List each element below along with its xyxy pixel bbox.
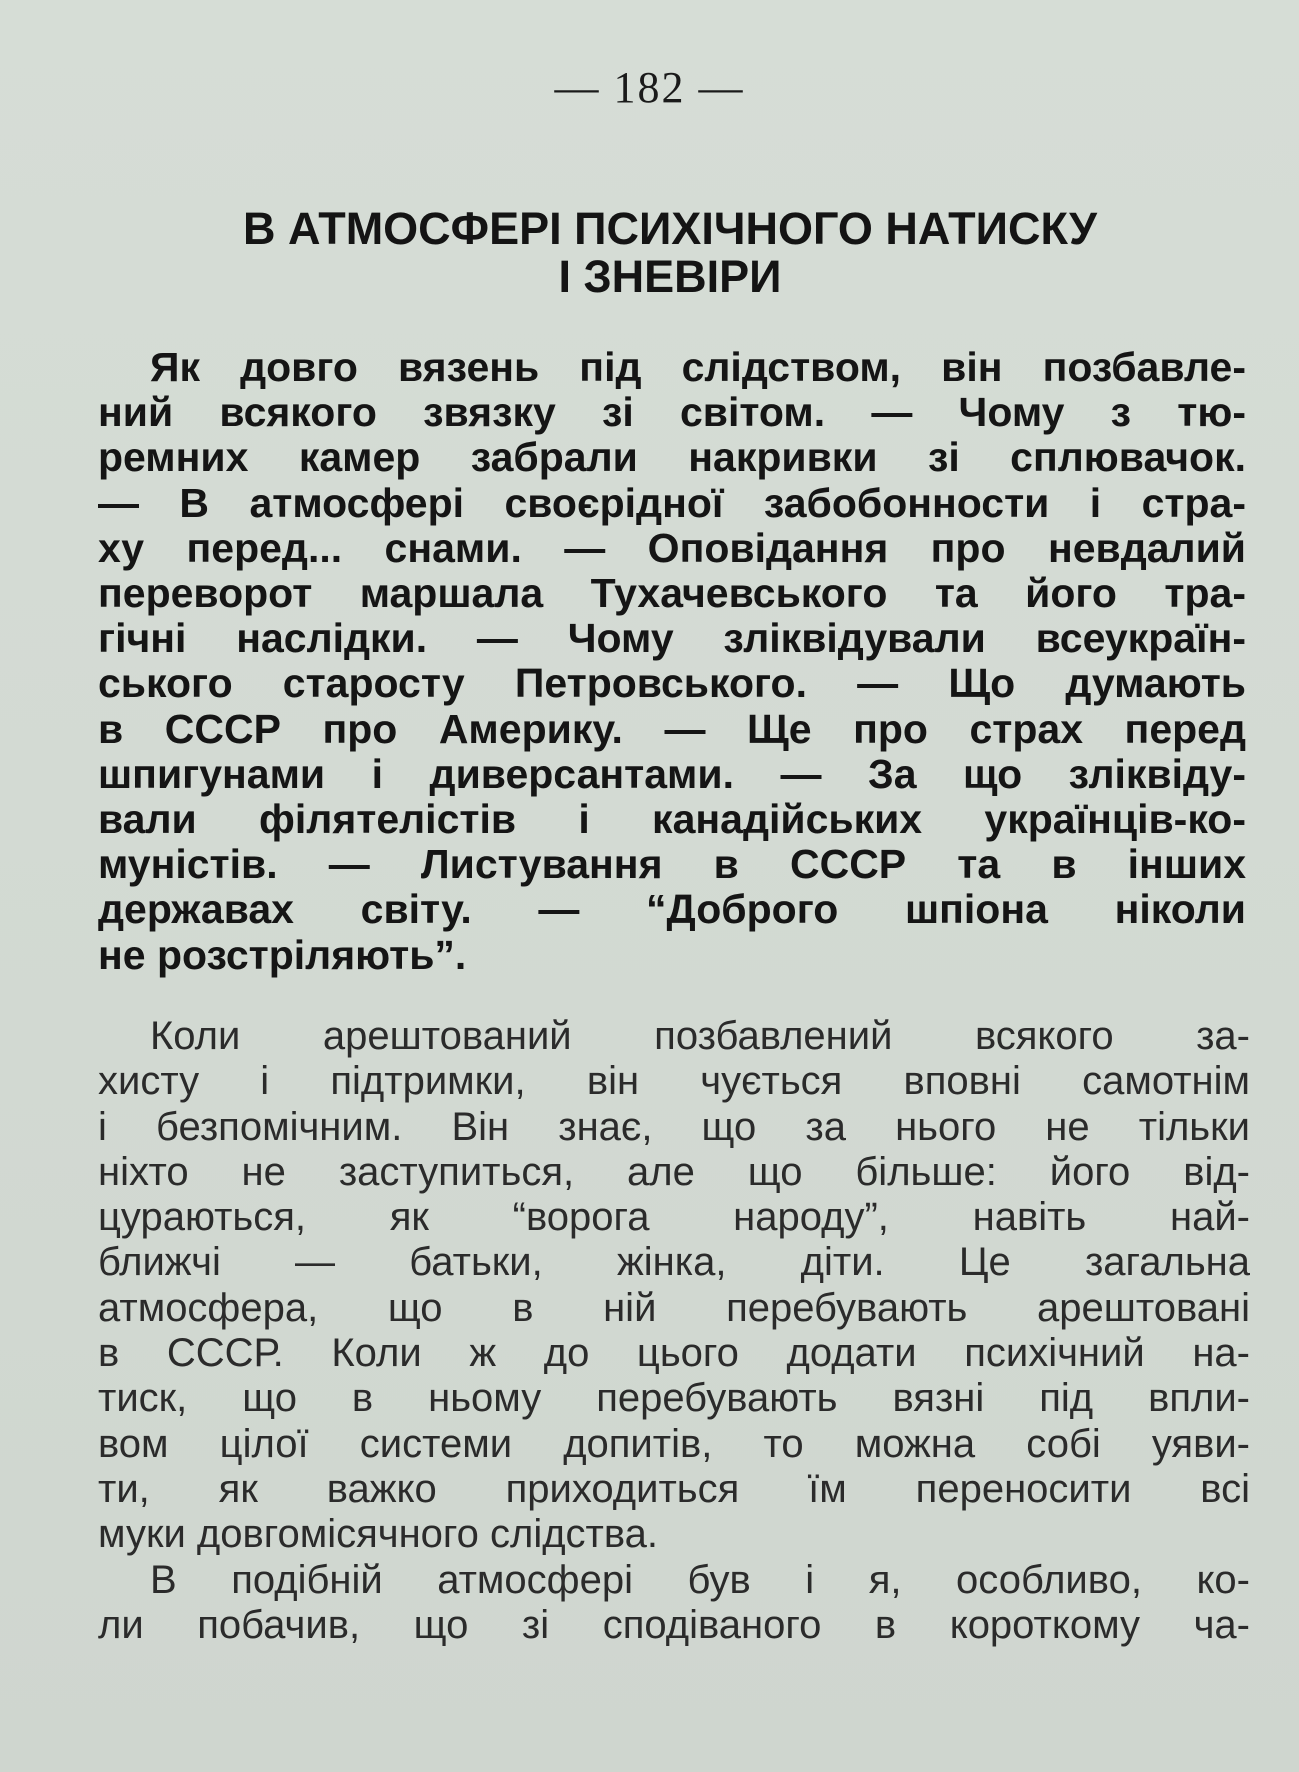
paragraph-line: Коли арештований позбавлений всякого за-: [150, 1014, 1250, 1058]
summary-line: муністів. — Листування в СССР та в інших: [98, 841, 1246, 888]
summary-line: державах світу. — “Доброго шпіона ніколи: [98, 886, 1246, 933]
page-number: — 182 —: [554, 63, 745, 112]
summary-line: гічні наслідки. — Чому зліквідували всеукраїн-: [98, 615, 1246, 662]
chapter-summary: [98, 345, 1246, 978]
paragraph-line: хисту і підтримки, він чується вповні самотнім: [98, 1059, 1250, 1104]
summary-line: ху перед... снами. — Оповідання про невдалий: [98, 524, 1246, 571]
paragraph-line: і безпомічним. Він знає, що за нього не тільки: [98, 1104, 1250, 1149]
paragraph-line: в СССР. Коли ж до цього додати психічний на-: [98, 1331, 1250, 1376]
paragraph-line: ніхто не заступиться, але що більше: його від-: [98, 1149, 1250, 1194]
chapter-title-line: І ЗНЕВІРИ: [558, 251, 782, 302]
paragraph: [98, 1558, 1250, 1649]
chapter-title: [100, 205, 1240, 301]
summary-line: ського старосту Петровського. — Що думають: [98, 660, 1246, 707]
summary-line: — В атмосфері своєрідної забобонности і стра-: [98, 479, 1246, 526]
summary-line: вали філятелістів і канадійських українців-ко-: [98, 796, 1246, 843]
paragraph-line: В подібній атмосфері був і я, особливо, ко-: [150, 1557, 1250, 1602]
paragraph-line: ближчі — батьки, жінка, діти. Це загальна: [98, 1240, 1250, 1285]
body-text: [98, 1014, 1250, 1648]
chapter-title-line: В АТМОСФЕРІ ПСИХІЧНОГО НАТИСКУ: [242, 203, 1098, 254]
paragraph-line: тиск, що в ньому перебувають вязні під впли-: [98, 1376, 1250, 1421]
paragraph-line: ли побачив, що зі сподіваного в короткому ча-: [98, 1602, 1250, 1647]
summary-line: переворот маршала Тухачевського та його тра-: [98, 570, 1246, 617]
summary-line: Як довго вязень під слідством, він позбавле-: [150, 344, 1246, 390]
paragraph-line: ти, як важко приходиться їм переносити всі: [98, 1466, 1250, 1511]
summary-line: ний всякого звязку зі світом. — Чому з тю-: [98, 389, 1246, 436]
paragraph-line: цураються, як “ворога народу”, навіть най-: [98, 1195, 1250, 1240]
paragraph-line: вом цілої системи допитів, то можна собі уяви-: [98, 1421, 1250, 1466]
paragraph: [98, 1014, 1250, 1558]
summary-line: шпигунами і диверсантами. — За що зліквіду-: [98, 750, 1246, 797]
summary-line: в СССР про Америку. — Ще про страх перед: [98, 705, 1246, 752]
summary-line: не розстріляють”.: [98, 931, 467, 978]
paragraph-line: атмосфера, що в ній перебувають арештовані: [98, 1285, 1250, 1330]
summary-line: ремних камер забрали накривки зі сплювачок.: [98, 434, 1246, 481]
paragraph-line: муки довгомісячного слідства.: [98, 1512, 659, 1557]
